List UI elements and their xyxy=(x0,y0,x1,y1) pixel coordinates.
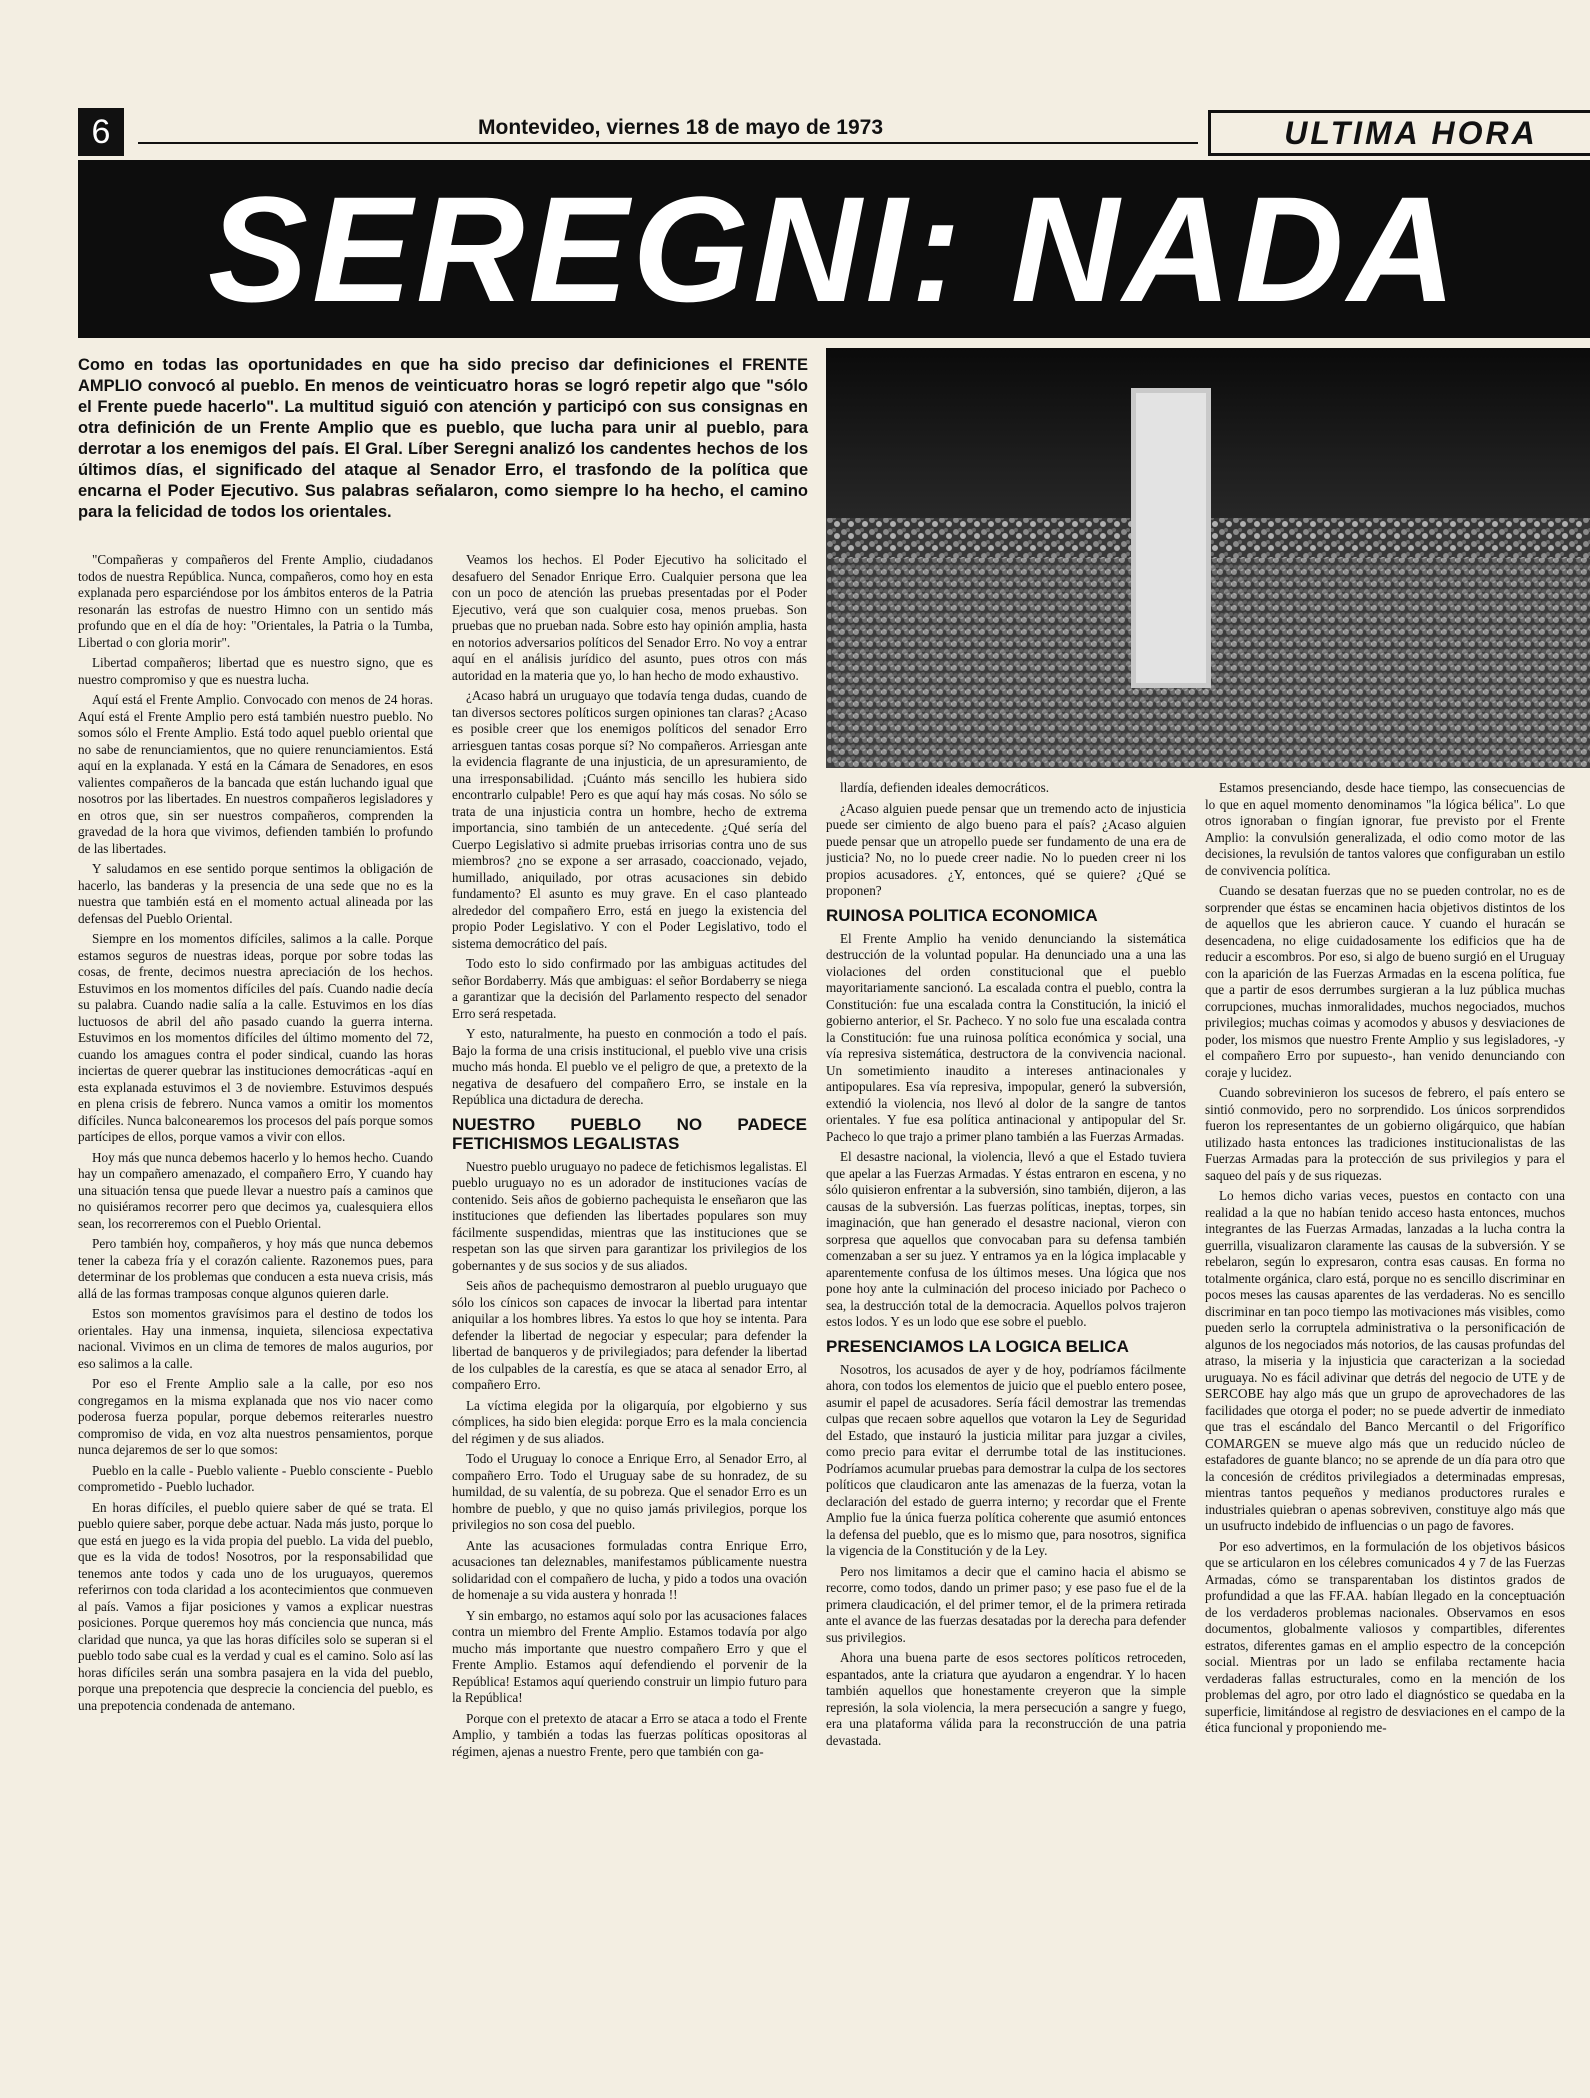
article-paragraph: En horas difíciles, el pueblo quiere saber de qué se trata. El pueblo quiere saber, porque debe actuar. Nada más justo, porque lo que está en juego es la vida propia del pueblo. La vida del pueblo, que es la vida de todos! Nosotros, por la responsabilidad que tenemos ante todos y cada uno de los uruguayos, queremos referirnos con toda claridad a los acontecimientos que conmueven al país. Vamos a fijar posiciones y vamos a explicar nuestras posiciones. Porque queremos hoy más conciencia que nunca, más claridad que nunca, ya que las horas difíciles solo se superan si el pueblo todo sabe cual es la verdad y cual es el camino. Solo así las horas difíciles serán una sombra pasajera en la vida del pueblo, porque una prepotencia que desprecie la conciencia del pueblo, es una prepotencia condenada de antemano. xyxy=(78,1499,433,1713)
article-paragraph: Todo esto lo sido confirmado por las ambiguas actitudes del señor Bordaberry. Más que ambiguas: el señor Bordaberry se niega a garantizar que la decisión del Parlamento respecto del senador Erro será respetada. xyxy=(452,956,807,1021)
article-paragraph: ¿Acaso alguien puede pensar que un tremendo acto de injusticia puede ser cimiento de algo bueno para el país? ¿Acaso alguien puede pensar que un atropello puede ser fundamento de una era de justicia? No, no lo puede creer nadie. No lo pueden creer ni los propios acusadores. ¿Y, entonces, qué se quiere? ¿Qué se proponen? xyxy=(826,800,1186,898)
article-paragraph: Seis años de pachequismo demostraron al pueblo uruguayo que sólo los cínicos son capaces de invocar la libertad para intentar aniquilar a los hombres libres. Ya estos lo que hoy se intenta. Para defender la libertad de negociar y especular; para defender la libertad de banqueros y de privilegiados; para defender la libertad de los culpables de la carestía, es que se ataca al senador Erro, al compañero Erro. xyxy=(452,1278,807,1392)
article-paragraph: Pero también hoy, compañeros, y hoy más que nunca debemos tener la cabeza fría y el corazón caliente. Razonemos pues, para determinar de los problemas que conducen a esta nueva crisis, más allá de las formas tramposas conque algunos quieren darle. xyxy=(78,1236,433,1301)
crowd-photo-image xyxy=(826,348,1590,768)
header-rule xyxy=(138,142,1198,144)
article-paragraph: Lo hemos dicho varias veces, puestos en contacto con una realidad a la que no habían tenido acceso hasta entonces, muchos integrantes de las Fuerzas Armadas, lanzadas a la lucha contra la guerrilla, visualizaron claramente las causas de la subversión. Y se rebelaron, según lo expresaron, contra esas causas. En forma no totalmente orgánica, claro está, porque no es sencillo discriminar en pocos meses las causas aparentes de las verdaderas. No es sencillo discriminar en tan poco tiempo las motivaciones más visibles, como pueden serlo la corruptela administrativa o la personificación de algunos de los negociados más notorios, de las causas profundas del atraso, la miseria y la injusticia que caracterizan a la sociedad uruguaya. No es fácil adivinar que detrás del negocio de UTE y de SERCOBE hay algo más que un grupo de aprovechadores de las facilidades que otorga el poder; no se puede advertir de inmediato que tras el escándalo del Banco Mercantil o del Frigorífico COMARGEN se mueve algo más que un reducido núcleo de estafadores de guante blanco; no se aprende de un día para otro que la concesión de créditos privilegiados a determinadas empresas, mientras tantos pequeños y medianos productores rurales e industriales quiebran o apenas sobreviven, constituye algo más que un usufructo indebido de influencias o un pago de favores. xyxy=(1205,1188,1565,1533)
dateline: Montevideo, viernes 18 de mayo de 1973 xyxy=(478,116,884,139)
subhead-logica-belica: PRESENCIAMOS LA LOGICA BELICA xyxy=(826,1336,1129,1356)
article-paragraph: Y esto, naturalmente, ha puesto en conmoción a todo el país. Bajo la forma de una crisis institucional, el pueblo vive una crisis mucho más honda. El pueblo ve el peligro de que, a pretexto de la negativa de desafuero del compañero Erro, se instale en la República una dictadura de derecha. xyxy=(452,1026,807,1107)
column-3-body-b xyxy=(826,931,1186,1331)
article-paragraph: Cuando sobrevinieron los sucesos de febrero, el país entero se sintió conmovido, pero no sorprendido. Los únicos sorprendidos fueron los representantes de un gobierno oligárquico, que habían utilizado hasta entonces las tradiciones institucionalistas de las Fuerzas Armadas para la protección de sus privilegios y para el saqueo del país y de sus riquezas. xyxy=(1205,1085,1565,1183)
article-paragraph: Veamos los hechos. El Poder Ejecutivo ha solicitado el desafuero del Senador Enrique Erro. Cualquier persona que lea con un poco de atención las pruebas presentadas por el Poder Ejecutivo, verá que son cualquier cosa, menos pruebas. Son pruebas que no prueban nada. Sobre esto hay opinión amplia, hasta en notorios adversarios políticos del Senador Erro. No voy a entrar aquí en el análisis jurídico del asunto, pues otros con más autoridad en la materia que yo, lo han hecho de modo exhaustivo. xyxy=(452,552,807,683)
page-number: 6 xyxy=(78,108,124,156)
article-paragraph: Ante las acusaciones formuladas contra Enrique Erro, acusaciones tan deleznables, manifestamos públicamente nuestra solidaridad con el compañero de lucha, y pido a todos una ovación de homenaje a su vida austera y honrada !! xyxy=(452,1537,807,1602)
article-paragraph: Hoy más que nunca debemos hacerlo y lo hemos hecho. Cuando hay un compañero amenazado, el compañero Erro, Y cuando hay una situación tensa que puede llevar a nuestro país a caminos que no quisiéramos recorrer pero que decimos ya, cualesquiera ellos sean, los recorreremos con el Pueblo Oriental. xyxy=(78,1149,433,1231)
article-paragraph: Porque con el pretexto de atacar a Erro se ataca a todo el Frente Amplio, y también a todas las fuerzas políticas opositoras al régimen, ajenas a nuestro Frente, pero que también con ga- xyxy=(452,1710,807,1759)
article-paragraph: Aquí está el Frente Amplio. Convocado con menos de 24 horas. Aquí está el Frente Amplio pero está también nuestro pueblo. No somos sólo el Frente Amplio. Está todo aquel pueblo oriental que no sabe de renunciamientos, que no quiere renunciamientos. Está aquí en la explanada. Y está en la Cámara de Senadores, en esos valientes compañeros de la bancada que están luchando igual que nosotros por las libertades. En nuestros compañeros legisladores y en otros que, sin ser nuestros compañeros, comprenden la gravedad de la hora que vivimos, defienden también lo profundo de las libertades. xyxy=(78,692,433,856)
article-paragraph: Y sin embargo, no estamos aquí solo por las acusaciones falaces contra un miembro del Frente Amplio. Estamos todavía por algo mucho más importante que nuestro compañero Erro y que el Frente Amplio. Estamos aquí defendiendo el porvenir de la República! Estamos aquí queriendo construir un limpio futuro para la República! xyxy=(452,1607,807,1705)
subhead-ruinosa: RUINOSA POLITICA ECONOMICA xyxy=(826,905,1098,925)
headline-banner xyxy=(78,160,1590,338)
article-paragraph: ¿Acaso habrá un uruguayo que todavía tenga dudas, cuando de tan diversos sectores políticos surgen opiniones tan claras? ¿Acaso es posible creer que los enemigos políticos del senador Erro arriesguen tantas cosas porque sí? No compañeros. Arriesgan ante la evidencia flagrante de una injusticia, de un apresuramiento, de una irresponsabilidad. ¡Cuánto más sencillo les hubiera sido encontrarlo culpable! Pero es que aquí hay más cosas. No sólo se trata de una injusticia contra un hombre, hecho de extrema importancia, sino también de un antecedente. ¿Qué sería del Cuerpo Legislativo si admite pruebas irrisorias contra uno de sus miembros? ¿no se expone a ser arrasado, coaccionado, vejado, humillado, aniquilado, por otras acusaciones sin debido fundamento? El asunto es muy grave. En el caso planteado alrededor del compañero Erro, está en juego la existencia del propio Poder Legislativo. Y con el Poder Legislativo, todo el sistema democrático del país. xyxy=(452,688,807,951)
column-1-body xyxy=(78,552,433,1714)
crowd-photo xyxy=(826,348,1590,768)
headline: SEREGNI: NADA xyxy=(207,165,1461,333)
article-column-2 xyxy=(452,552,807,2092)
article-paragraph: Nuestro pueblo uruguayo no padece de fetichismos legalistas. El pueblo uruguayo no es un adorador de instituciones vacías de contenido. Seis años de gobierno pachequista le enseñaron que las instituciones que defienden las libertades populares son muy fácilmente suspendidas, mientras que las instituciones que se respetan son las que sirven para garantizar los privilegios de los gobernantes y de sus socios y de sus aliados. xyxy=(452,1158,807,1273)
article-paragraph: Pueblo en la calle - Pueblo valiente - Pueblo consciente - Pueblo comprometido - Pueblo luchador. xyxy=(78,1462,433,1494)
article-paragraph: Cuando se desatan fuerzas que no se pueden controlar, no es de sorprender que éstas se encaminen hacia objetivos distintos de los de aquellos que les abrieron cauce. Y cuando el huracán se desencadena, no elige cuidadosamente los edificios que ha de reducir a escombros. Por eso, si algo de bueno surgió en el Uruguay con la aparición de las Fuerzas Armadas en la escena política, fue que a partir de esos derrumbes surgieran a la luz pública muchas corrupciones, muchas inmoralidades, muchos negociados, muchos privilegios; muchas coimas y acomodos y abusos y desviaciones de poder, los mismos que nuestro Frente Amplio y sus legisladores, -y el compañero Erro por supuesto-, han venido denunciando con coraje y lucidez. xyxy=(1205,883,1565,1080)
masthead-logo: ULTIMA HORA xyxy=(1208,110,1590,156)
subhead-fetichismos: NUESTRO PUEBLO NO PADECE FETICHISMOS LEGALISTAS xyxy=(452,1114,807,1153)
article-paragraph: La víctima elegida por la oligarquía, por elgobierno y sus cómplices, ha sido bien elegida: porque Erro es la mala conciencia del régimen y de sus aliados. xyxy=(452,1397,807,1446)
article-column-4 xyxy=(1205,780,1565,2090)
article-paragraph: Siempre en los momentos difíciles, salimos a la calle. Porque estamos seguros de nuestras ideas, porque por sobre todas las cosas, de frente, decimos nuestra apreciación de los hechos. Estuvimos en los momentos difíciles del país. Cuando nadie decía su palabra. Cuando nadie salía a la calle. Estuvimos en los días luctuosos de abril del año pasado cuando la guerra interna. Estuvimos en los momentos difíciles del último momento del 72, cuando los amagues contra el poder sindical, cuando las horas inciertas de querer quebrar las instituciones democráticas -aquí en esta explanada estuvimos el 3 de noviembre. Estuvimos después en plena crisis de febrero. Nunca vamos a omitir los momentos difíciles. Nunca balconearemos los procesos del país porque somos partícipes de ellos, porque vamos a vivir con ellos. xyxy=(78,931,433,1144)
article-column-1 xyxy=(78,552,433,2092)
article-paragraph: Por eso el Frente Amplio sale a la calle, por eso nos congregamos en la misma explanada que nos vio nacer como poderosa fuerza popular, porque debemos reiterarles nuestro compromiso de vida, en voz alta nuestros pensamientos, porque nunca dejaremos de ser lo que somos: xyxy=(78,1376,433,1457)
column-2-body-a xyxy=(452,552,807,1109)
article-paragraph: Estos son momentos gravísimos para el destino de todos los orientales. Hay una inmensa, inquieta, silenciosa expectativa nacional. Vivimos en un clima de temores de malos augurios, por eso salimos a la calle. xyxy=(78,1306,433,1371)
article-column-3 xyxy=(826,780,1186,2090)
article-paragraph: Libertad compañeros; libertad que es nuestro signo, que es nuestro compromiso y que es nuestra lucha. xyxy=(78,655,433,687)
article-paragraph: El desastre nacional, la violencia, llevó a que el Estado tuviera que apelar a las Fuerzas Armadas. Y éstas entraron en escena, y no sólo quisieron enfrentar a la subversión, sino también, dijeron, a las causas de la subversión. Las fuerzas políticas, ineptas, torpes, sin imaginación, que han generado el desastre nacional, vieron con sorpresa que aquellos que convocaban para su defensa también comenzaban a ser su juez. Y entramos ya en la lógica implacable y aparentemente confusa de los últimos meses. Una lógica que nos pone hoy ante la culminación del proceso iniciado por Pacheco o sea, la destrucción total de la democracia. Aquellos polvos trajeron estos lodos. Y es un lodo que ese sobre el pueblo. xyxy=(826,1149,1186,1329)
page-header xyxy=(78,108,1590,156)
column-2-body-b xyxy=(452,1159,807,1761)
article-paragraph: "Compañeras y compañeros del Frente Amplio, ciudadanos todos de nuestra República. Nunca, compañeros, como hoy en esta explanada pero esparciéndose por los ámbitos enteros de la Patria resonarán las estrofas de nuestro Himno con un sentido más profundo que en el día de hoy: "Orientales, la Patria o la Tumba, Libertad o con gloria morir". xyxy=(78,552,433,650)
column-3-body-a xyxy=(826,780,1186,900)
article-paragraph: Estamos presenciando, desde hace tiempo, las consecuencias de lo que en aquel momento denominamos "la lógica bélica". Lo que otros ignoraban o fingían ignorar, fue previsto por el Frente Amplio: la convulsión generalizada, el odio como motor de las decisiones, la revulsión de tantos valores que configuraban un estilo de convivencia política. xyxy=(1205,780,1565,878)
article-paragraph: Por eso advertimos, en la formulación de los objetivos básicos que se articularon en los célebres comunicados 4 y 7 de las Fuerzas Armadas, cómo se transparentaban los distintos grados de profundidad a que las FF.AA. habían llegado en la conceptuación de los verdaderos problemas nacionales. Observamos en esos documentos, globalmente valiosos y compartibles, diferentes estratos, diferentes gamas en el amplio espectro de la concepción social. Mientras por un lado se enfilaba rectamente hacia verdaderas fallas estructurales, como en la mención de los problemas del agro, por otro lado el diagnóstico se quedaba en la superficie, limitándose al registro de desviaciones en el campo de la ética funcional y proponiendo me- xyxy=(1205,1538,1565,1735)
article-paragraph: Y saludamos en ese sentido porque sentimos la obligación de hacerlo, las banderas y la presencia de una sede que no es la nuestra que también está en el momento actual alineada por las defensas del Pueblo Oriental. xyxy=(78,861,433,926)
lede-paragraph: Como en todas las oportunidades en que ha sido preciso dar definiciones el FRENTE AMPLIO convocó al pueblo. En menos de veinticuatro horas se logró repetir algo que "sólo el Frente puede hacerlo". La multitud siguió con atención y participó con sus consignas en otra definición de un Frente Amplio que es pueblo, que lucha para unir al pueblo, para derrotar a los enemigos del país. El Gral. Líber Seregni analizó los candentes hechos de los últimos días, el significado del ataque al Senador Erro, el trasfondo de la política que encarna el Poder Ejecutivo. Sus palabras señalaron, como siempre lo ha hecho, el camino para la felicidad de todos los orientales. xyxy=(78,356,808,521)
article-paragraph: Ahora una buena parte de esos sectores políticos retroceden, espantados, ante la criatura que ayudaron a engendrar. Y lo hacen también aquellos que honestamente creyeron que la simple represión, la sola violencia, la mera persecución a sangre y fuego, era una plataforma válida para la reconstrucción de una patria devastada. xyxy=(826,1650,1186,1748)
article-paragraph: Pero nos limitamos a decir que el camino hacia el abismo se recorre, como todos, dando un primer paso; y ese paso fue el de la primera claudicación, el del primer temor, el de la primera retirada ante el avance de las fuerzas desatadas por la derecha para defender sus privilegios. xyxy=(826,1563,1186,1645)
column-3-body-c xyxy=(826,1362,1186,1750)
column-4-body xyxy=(1205,780,1565,1737)
article-paragraph: llardía, defienden ideales democráticos. xyxy=(840,780,1050,795)
article-paragraph: Nosotros, los acusados de ayer y de hoy, podríamos fácilmente ahora, con todos los elementos de juicio que el pueblo entero posee, asumir el papel de acusadores. Sería fácil demostrar las tremendas culpas que recaen sobre aquellos que votaron la Ley de Seguridad del Estado, que instauró la justicia militar para juzgar a civiles, como precio para evitar el derrumbe total de las instituciones. Podríamos acumular pruebas para demostrar la culpa de los sectores políticos que claudicaron ante las amenazas de la fuerza, votan la declaración del estado de guerra interno; y recordar que el Frente Amplio fue la única fuerza política coherente que asumió entonces la defensa del pueblo, que es lo mismo que, para nosotros, significa la vigencia de la Constitución y de la Ley. xyxy=(826,1361,1186,1558)
article-paragraph: El Frente Amplio ha venido denunciando la sistemática destrucción de la voluntad popular. Ha denunciado una a una las violaciones del orden constitucional que el pueblo mayoritariamente sancionó. La escalada contra el pueblo, contra la Constitución: fue una escalada contra la Constitución, la inició el gobierno anterior, el Sr. Pacheco. Y no solo fue una escalada contra la Constitución: fue una ruinosa política económica y social, una vía represiva sistemática, destructora de la convivencia nacional. Un sometimiento inaudito a intereses antinacionales y antipopulares. Esa vía represiva, impopular, generó la subversión, extendió la violencia, nos llevó al dolor de la sangre de tantos orientales. Y fue esa política antinacional y antipopular del Sr. Pacheco lo que trajo a primer plano también a las Fuerzas Armadas. xyxy=(826,930,1186,1144)
article-paragraph: Todo el Uruguay lo conoce a Enrique Erro, al Senador Erro, al compañero Erro. Todo el Uruguay sabe de su honradez, de su humildad, de su valentía, de su pobreza. Que el senador Erro es un hombre de pueblo, y que no quiso jamás privilegios, porque los privilegios no son cosa del pueblo. xyxy=(452,1451,807,1532)
